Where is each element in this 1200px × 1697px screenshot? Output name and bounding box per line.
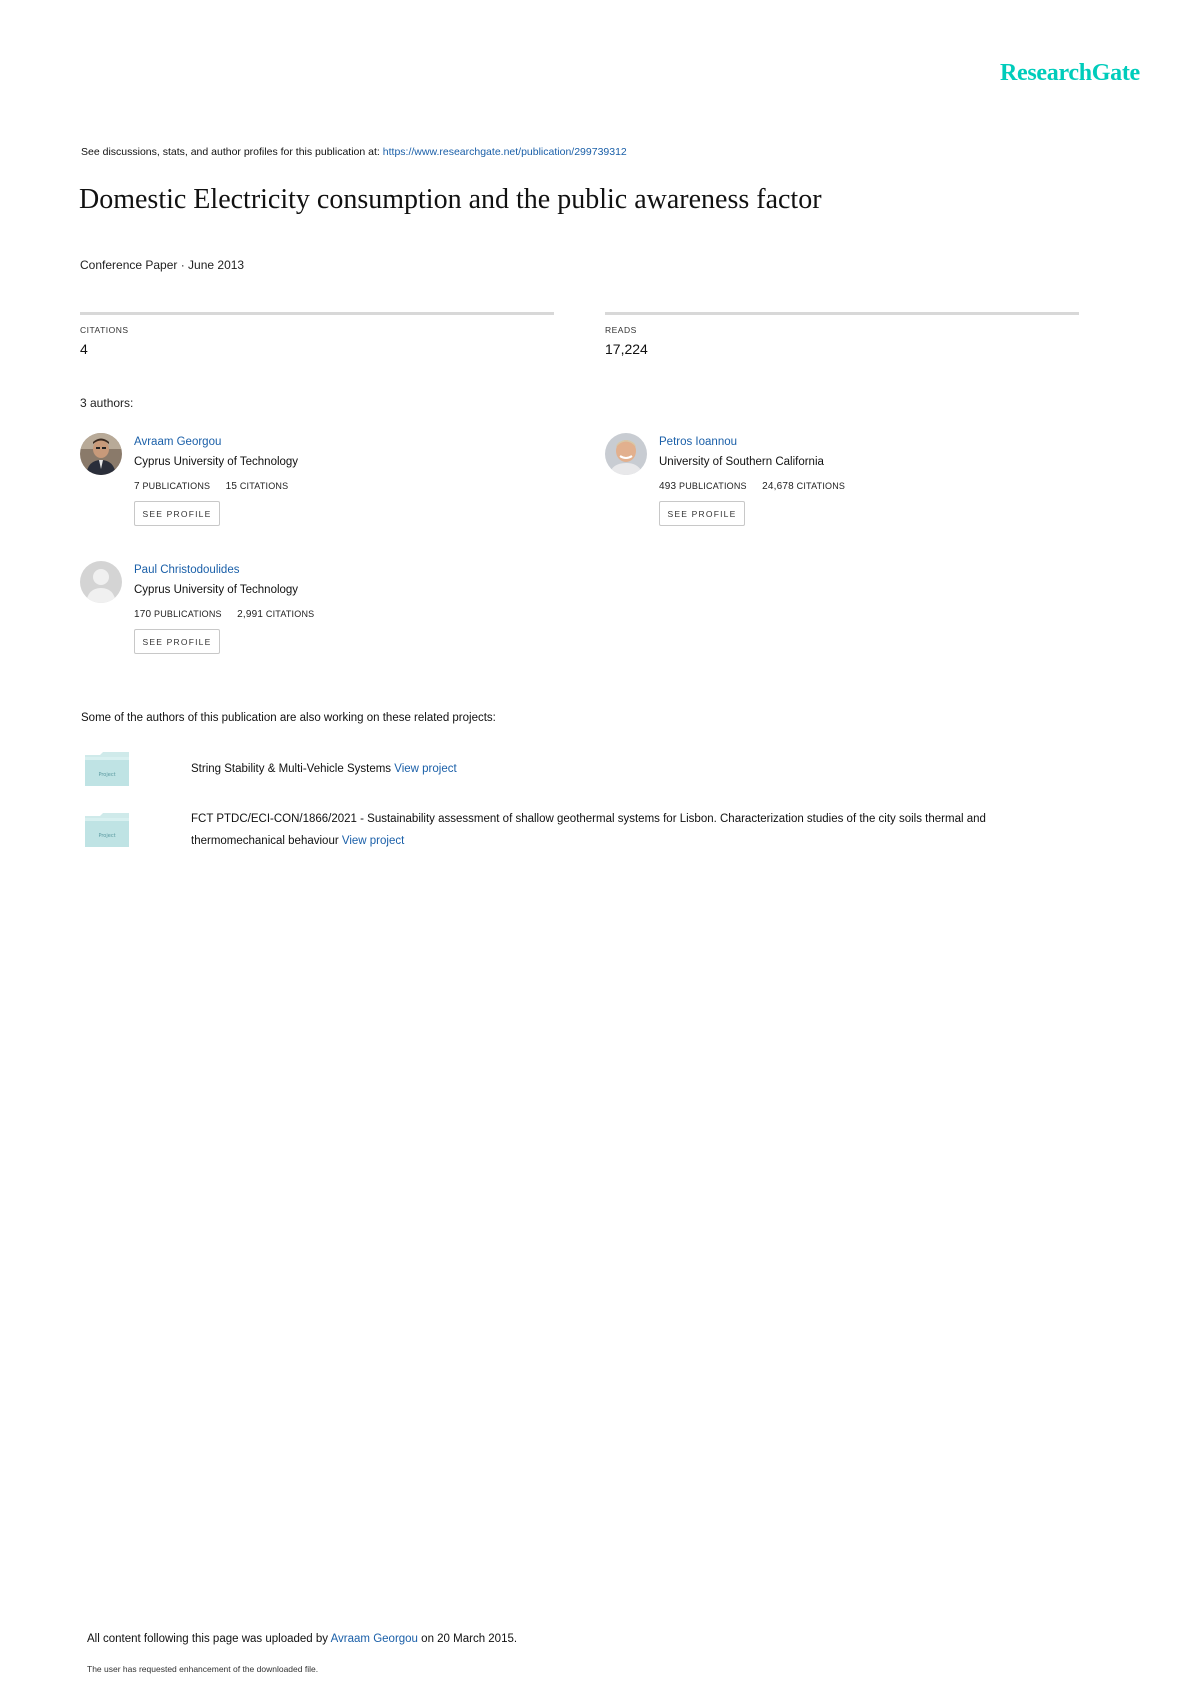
uploaded-suffix: on 20 March 2015. xyxy=(421,1633,518,1645)
author-stats xyxy=(659,481,845,492)
author-name[interactable]: Petros Ioannou xyxy=(659,436,738,448)
citations-label: CITATIONS xyxy=(80,325,129,335)
publication-type-date: Conference Paper · June 2013 xyxy=(80,258,245,272)
author-name[interactable]: Paul Christodoulides xyxy=(134,564,240,576)
authors-count: 3 authors: xyxy=(80,396,134,410)
author-avatar[interactable] xyxy=(80,433,122,475)
author-citations-count: 15 xyxy=(225,481,238,492)
author-card-petros-ioannou xyxy=(605,433,1065,543)
publication-title: Domestic Electricity consumption and the public awareness factor xyxy=(79,184,822,215)
uploaded-by-line xyxy=(87,1633,517,1645)
see-profile-button[interactable]: SEE PROFILE xyxy=(134,501,220,526)
publication-url-link[interactable]: https://www.researchgate.net/publication/299739312 xyxy=(382,146,627,158)
folder-label: Project xyxy=(98,772,116,778)
author-affiliation: Cyprus University of Technology xyxy=(134,456,299,468)
uploader-link[interactable]: Avraam Georgou xyxy=(330,1633,418,1645)
author-name[interactable]: Avraam Georgou xyxy=(134,436,222,448)
user-request-note: The user has requested enhancement of the downloaded file. xyxy=(87,1664,319,1674)
project-text xyxy=(191,808,1071,852)
author-citations-label: CITATIONS xyxy=(796,481,846,491)
author-publications-count: 170 xyxy=(134,609,152,620)
uploaded-prefix: All content following this page was uploaded by xyxy=(87,1633,329,1645)
default-avatar-icon[interactable] xyxy=(80,561,122,603)
reads-label: READS xyxy=(605,325,637,335)
view-project-link[interactable]: View project xyxy=(394,763,457,775)
project-title: FCT PTDC/ECI-CON/1866/2021 - Sustainability assessment of shallow geothermal systems for Lisbon. Characterization studies of the city soils thermal and thermomechanical behaviour xyxy=(191,813,986,847)
author-publications-label: PUBLICATIONS xyxy=(154,609,222,619)
reads-value: 17,224 xyxy=(605,341,648,357)
author-publications-label: PUBLICATIONS xyxy=(142,481,211,491)
author-affiliation: Cyprus University of Technology xyxy=(134,584,299,596)
author-citations-count: 2,991 xyxy=(237,609,264,620)
see-profile-button[interactable]: SEE PROFILE xyxy=(134,629,220,654)
see-profile-button[interactable]: SEE PROFILE xyxy=(659,501,745,526)
author-citations-label: CITATIONS xyxy=(265,609,315,619)
view-project-link[interactable]: View project xyxy=(341,835,405,847)
author-stats xyxy=(134,609,314,620)
author-publications-count: 493 xyxy=(659,481,677,492)
author-publications-count: 7 xyxy=(134,481,140,492)
author-stats xyxy=(134,481,288,492)
folder-label: Project xyxy=(98,833,116,839)
researchgate-logo[interactable]: ResearchGate xyxy=(1000,60,1140,86)
related-projects-intro: Some of the authors of this publication are also working on these related projects: xyxy=(81,712,496,724)
author-citations-count: 24,678 xyxy=(762,481,794,492)
author-publications-label: PUBLICATIONS xyxy=(679,481,747,491)
project-folder-icon xyxy=(84,752,130,786)
project-text xyxy=(191,758,1071,780)
author-card-paul-christodoulides xyxy=(80,561,540,671)
author-citations-label: CITATIONS xyxy=(239,481,289,491)
discussion-line xyxy=(81,146,627,158)
related-project-2 xyxy=(84,813,1064,863)
author-avatar[interactable] xyxy=(605,433,647,475)
author-card-avraam-georgou xyxy=(80,433,540,543)
author-affiliation: University of Southern California xyxy=(659,456,824,468)
project-title: String Stability & Multi-Vehicle Systems xyxy=(191,763,392,775)
reads-metric xyxy=(605,312,1079,357)
citations-metric xyxy=(80,312,554,357)
related-project-1 xyxy=(84,752,1064,792)
discussion-text: See discussions, stats, and author profiles for this publication at: xyxy=(81,146,380,158)
citations-value: 4 xyxy=(80,341,88,357)
project-folder-icon xyxy=(84,813,130,847)
